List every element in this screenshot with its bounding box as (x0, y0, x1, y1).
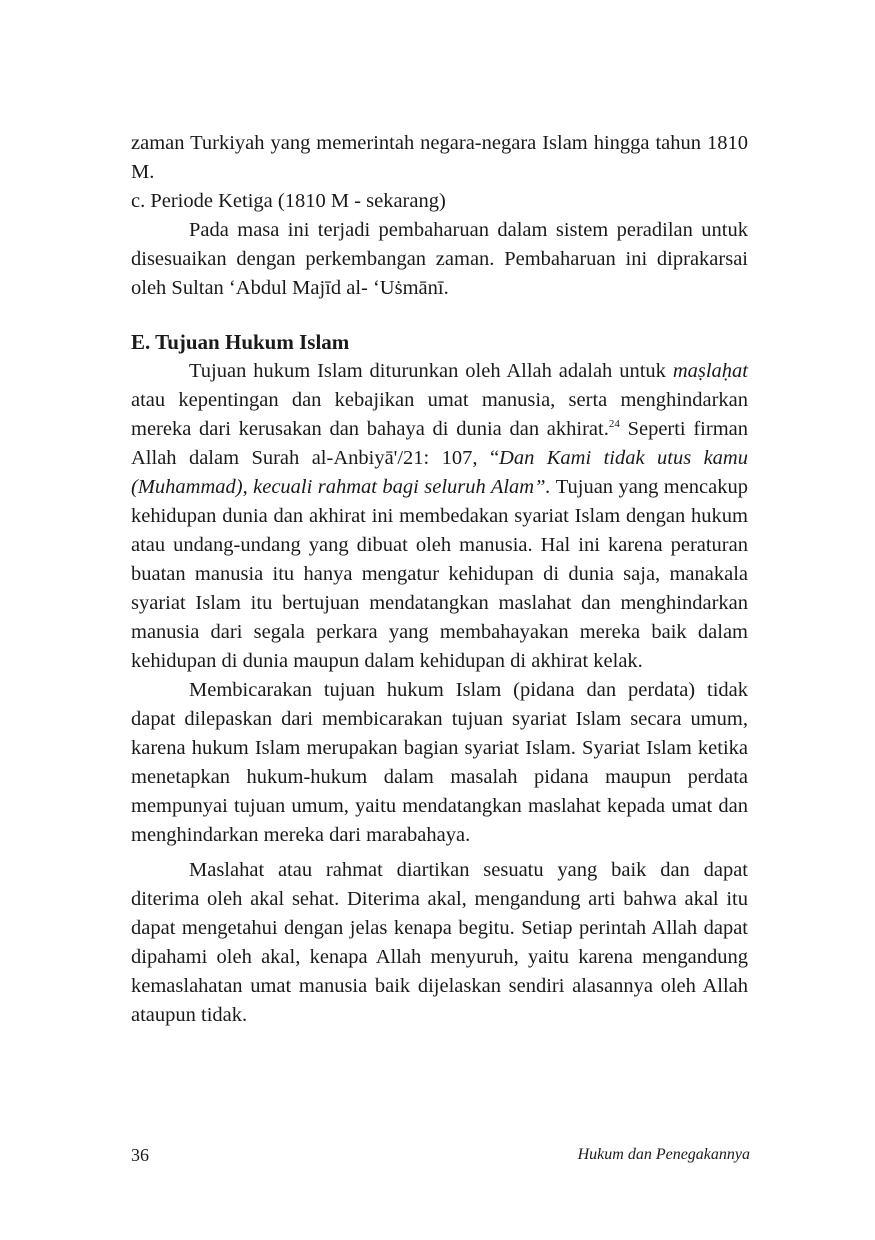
running-title: Hukum dan Penegakannya (577, 1146, 750, 1163)
paragraph-pidana-perdata: Membicarakan tujuan hukum Islam (pidana dan perdata) tidak dapat dilepaskan dari membicarakan tujuan syariat Islam secara umum, karena hukum Islam merupakan bagian syariat Islam. Syariat Islam ketika menetapkan hukum-hukum dalam masalah pidana maupun perdata mempunyai tujuan umum, yaitu mendatangkan maslahat kepada umat dan menghindarkan mereka dari marabahaya. (131, 679, 748, 846)
paragraph-tujuan-hukum (131, 357, 748, 676)
text-run: atau kepentingan dan kebajikan umat manusia, serta menghindarkan mereka dari kerusakan dan bahaya di dunia dan akhirat. (131, 389, 748, 440)
section-heading: E. Tujuan Hukum Islam (131, 330, 350, 354)
page-body (131, 129, 748, 1030)
paragraph-continuation: zaman Turkiyah yang memerintah negara-negara Islam hingga tahun 1810 M. (131, 132, 748, 183)
page-number: 36 (131, 1145, 149, 1165)
text-run: Tujuan yang mencakup kehidupan dunia dan akhirat ini membedakan syariat Islam dengan hukum atau undang-undang yang dibuat oleh manusia. Hal ini karena peraturan buatan manusia itu hanya mengatur kehidupan di dunia saja, manakala syariat Islam itu bertujuan mendatangkan maslahat dan menghindarkan manusia dari segala perkara yang membahayakan mereka baik dalam kehidupan di dunia maupun dalam kehidupan di akhirat kelak. (131, 476, 748, 672)
text-run: Seperti firman Allah dalam Surah al-Anbiyā'/21: 107, “ (131, 418, 748, 469)
italic-quote: Dan Kami tidak utus kamu (Muhammad), kecuali rahmat bagi seluruh Alam”. (131, 447, 748, 498)
footnote-marker: 24 (608, 418, 620, 431)
list-item-periode-ketiga: c. Periode Ketiga (1810 M - sekarang) (131, 190, 446, 212)
text-run: Tujuan hukum Islam diturunkan oleh Allah adalah untuk (189, 360, 673, 382)
paragraph-periode-ketiga: Pada masa ini terjadi pembaharuan dalam sistem peradilan untuk disesuaikan dengan perkembangan zaman. Pembaharuan ini diprakarsai oleh Sultan ‘Abdul Majīd al- ‘Uṡmānī. (131, 219, 748, 299)
paragraph-maslahat: Maslahat atau rahmat diartikan sesuatu yang baik dan dapat diterima oleh akal sehat. Diterima akal, mengandung arti bahwa akal itu dapat mengetahui dengan jelas kenapa begitu. Setiap perintah Allah dapat dipahami oleh akal, kenapa Allah menyuruh, yaitu karena mengandung kemaslahatan umat manusia baik dijelaskan sendiri alasannya oleh Allah ataupun tidak. (131, 859, 748, 1026)
italic-term: maṣlaḥat (672, 360, 748, 382)
